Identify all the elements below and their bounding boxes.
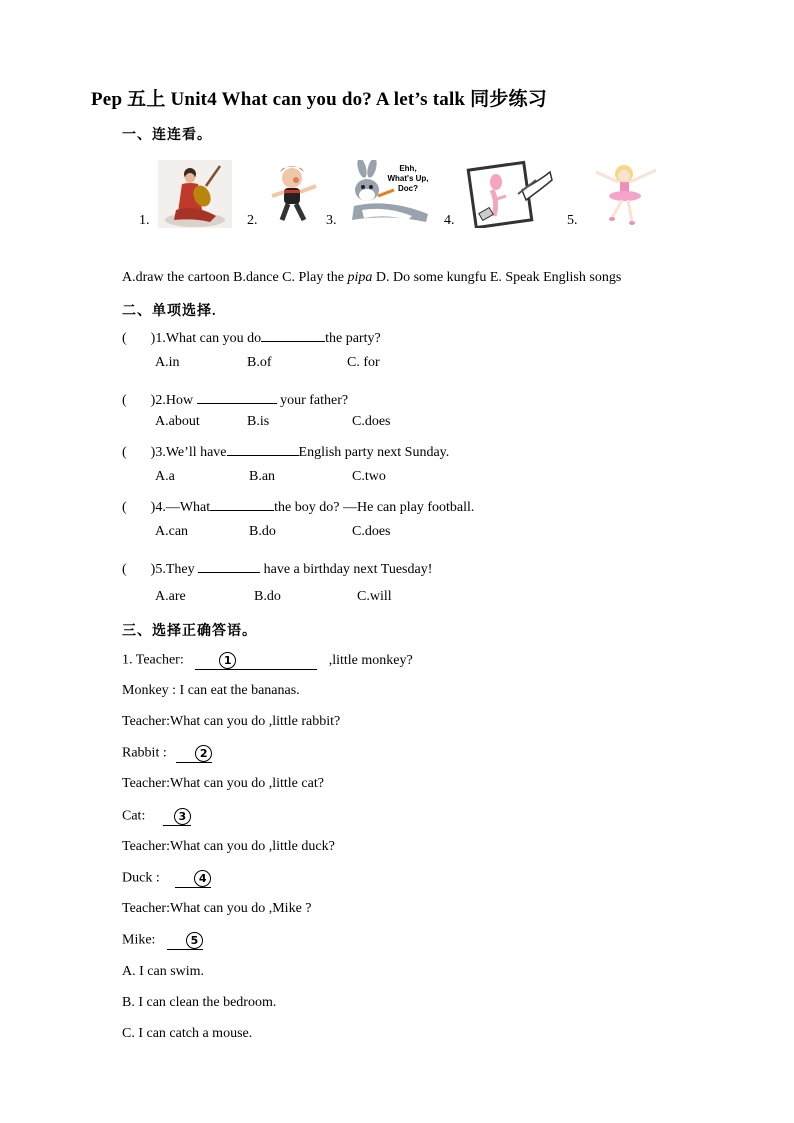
choice-a: A.in [155,355,180,370]
speech-line: Ehh, [399,164,417,173]
speech-line: Doc? [398,184,418,193]
question-text: 1.What can you do [155,331,262,346]
choice-c: C.two [352,469,386,484]
section1-options [122,270,621,286]
question-5 [122,558,432,578]
drawing-cartoon-picture [462,160,554,228]
dialogue-line: Teacher:What can you do ,Mike ? [122,901,312,916]
answer-option: B. I can clean the bedroom. [122,995,277,1010]
dialogue-line: Monkey : I can eat the bananas. [122,683,300,698]
item-number: 1. [139,213,150,228]
speaker: Duck : [122,870,160,886]
fill-blank[interactable] [195,652,317,670]
dialogue-line: Teacher:What can you do ,little rabbit? [122,714,341,729]
options-a: A.draw the cartoon B.dance C. Play the [122,270,348,285]
bracket-close: ) [150,562,156,577]
choice-c: C.will [357,589,392,604]
choice-a: A.can [155,524,189,539]
choice-c: C.does [352,414,391,429]
choice-c: C. for [347,355,380,370]
question-text: English party next Sunday. [298,445,450,460]
dialogue-line: Teacher:What can you do ,little duck? [122,839,335,854]
item-number: 3. [326,213,337,228]
choice-b: B.do [249,524,276,539]
bracket-open: ( [122,562,127,577]
speech-line: What's Up, [387,174,429,183]
item-number: 4. [444,213,455,228]
speaker: 1. Teacher: [122,652,184,668]
question-text: the boy do? —He can play football. [274,500,475,515]
choice-b: B.of [247,355,272,370]
choice-a: A.are [155,589,186,604]
speaker: Rabbit : [122,745,167,761]
dialogue-rabbit [122,745,212,763]
circle-number-4: 4 [194,870,211,887]
bracket-close: ) [150,445,156,460]
dialogue-cat [122,808,191,826]
choice-a: A.about [155,414,200,429]
answer-option: A. I can swim. [122,964,205,979]
dialogue-line: Teacher:What can you do ,little cat? [122,776,324,791]
question-text: 2.How [155,393,197,408]
section2-heading: 二、单项选择. [122,304,217,319]
choice-a: A.a [155,469,175,484]
fill-blank[interactable] [175,870,211,888]
speaker: Cat: [122,808,146,824]
dialogue-duck [122,870,211,888]
bracket-open: ( [122,445,127,460]
fill-blank[interactable] [198,558,260,573]
question-text: 4.—What [155,500,211,515]
fill-blank[interactable] [167,932,203,950]
question-3 [122,441,449,461]
pipa-player-picture [158,160,232,228]
bracket-open: ( [122,500,127,515]
bracket-close: ) [150,331,156,346]
options-b: D. Do some kungfu E. Speak English songs [372,270,622,285]
bugs-bunny-picture [342,160,434,228]
section1-heading: 一、连连看。 [122,128,212,143]
question-1 [122,327,381,347]
choice-b: B.do [254,589,281,604]
fill-blank[interactable] [176,745,212,763]
answer-option: C. I can catch a mouse. [122,1026,253,1041]
bracket-close: ) [150,393,156,408]
options-pipa: pipa [347,270,373,285]
dialogue-teacher-1 [122,652,413,670]
speaker: Mike: [122,932,156,948]
question-text: 3.We’ll have [155,445,227,460]
kungfu-cartoon-picture [266,160,324,228]
fill-blank[interactable] [261,327,325,342]
question-text: your father? [276,393,349,408]
circle-number-1: 1 [219,652,236,669]
question-text: the party? [325,331,381,346]
dialogue-mike [122,932,203,950]
bracket-close: ) [150,500,156,515]
dialogue-text: ,little monkey? [328,652,413,668]
item-number: 5. [567,213,578,228]
fill-blank[interactable] [163,808,191,826]
fill-blank[interactable] [197,389,277,404]
circle-number-3: 3 [174,808,191,825]
choice-b: B.is [247,414,270,429]
choice-c: C.does [352,524,391,539]
question-text: have a birthday next Tuesday! [260,562,433,577]
choice-b: B.an [249,469,276,484]
fill-blank[interactable] [210,496,274,511]
bracket-open: ( [122,331,127,346]
page-title: Pep 五上 Unit4 What can you do? A let’s talk 同步练习 [91,89,547,110]
question-2 [122,389,348,409]
section3-heading: 三、选择正确答语。 [122,624,257,639]
ballet-dancer-picture [582,160,672,228]
circle-number-5: 5 [186,932,203,949]
circle-number-2: 2 [195,745,212,762]
fill-blank[interactable] [227,441,299,456]
question-4 [122,496,474,516]
bracket-open: ( [122,393,127,408]
item-number: 2. [247,213,258,228]
question-text: 5.They [155,562,199,577]
